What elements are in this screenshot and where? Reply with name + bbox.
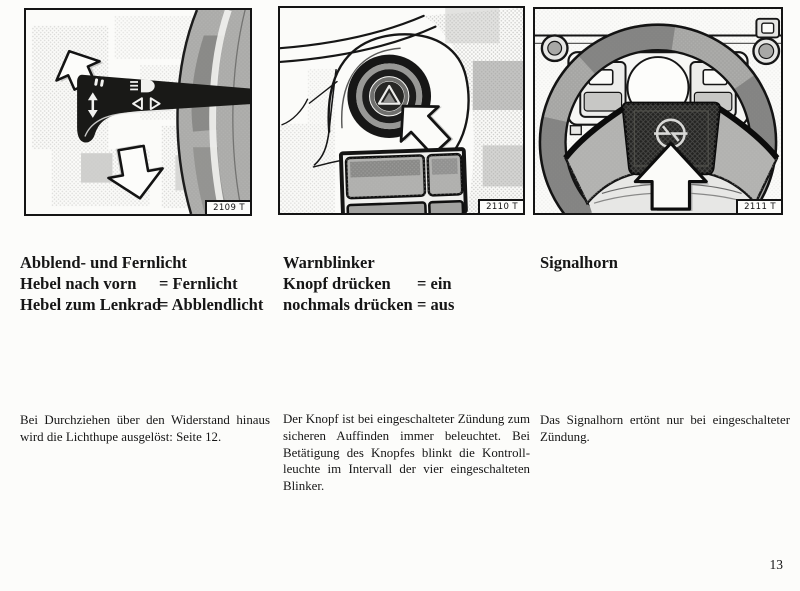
figure-2110-drawing	[280, 8, 523, 213]
dash-knob-left	[542, 35, 568, 61]
figure-number-label: 2111 T	[736, 199, 781, 214]
body-paragraph-dimmer: Bei Durchziehen über den Widerstand hinaus wird die Lichthupe ausgelöst: Seite 12.	[20, 413, 270, 444]
caption-heading: Signalhorn	[540, 253, 618, 272]
caption-rule	[20, 294, 263, 315]
rule-right: = Fernlicht	[159, 274, 238, 293]
rule-left: nochmals drücken	[283, 295, 413, 314]
caption-heading: Abblend- und Fernlicht	[20, 253, 187, 272]
body-paragraph-horn: Das Signalhorn ertönt nur bei eingeschalteter Zündung.	[540, 413, 790, 444]
rule-right: = aus	[417, 295, 455, 314]
rule-right: = Abblendlicht	[159, 295, 264, 314]
caption-horn	[540, 252, 618, 273]
caption-rule	[20, 273, 263, 294]
caption-rule	[283, 294, 454, 315]
figure-dimmer-lever	[24, 8, 252, 216]
caption-hazard	[283, 252, 454, 315]
caption-heading: Warnblinker	[283, 253, 375, 272]
caption-dimmer	[20, 252, 263, 315]
figure-2109-drawing	[26, 10, 250, 214]
figure-hazard-button	[278, 6, 525, 215]
rule-left: Hebel nach vorn	[20, 274, 137, 293]
dash-knob-right	[753, 38, 779, 64]
body-paragraph-hazard: Der Knopf ist bei eingeschalteter Zündung zum sicheren Auffinden immer beleuchtet. Bei Betätigung des Knopfes blinkt die Kontroll-leuchte im Intervall der vier eingeschalteten Blinker.	[283, 412, 530, 494]
rule-left: Hebel zum Lenkrad	[20, 295, 162, 314]
figure-2111-drawing	[535, 9, 781, 213]
figure-number-label: 2109 T	[205, 200, 250, 215]
page-number: 13	[769, 557, 783, 572]
air-vents	[339, 147, 468, 213]
figure-horn	[533, 7, 783, 215]
caption-rule	[283, 273, 454, 294]
rule-left: Knopf drücken	[283, 274, 391, 293]
figure-number-label: 2110 T	[478, 199, 523, 214]
steering-wheel-rim	[177, 10, 250, 214]
rule-right: = ein	[417, 274, 452, 293]
